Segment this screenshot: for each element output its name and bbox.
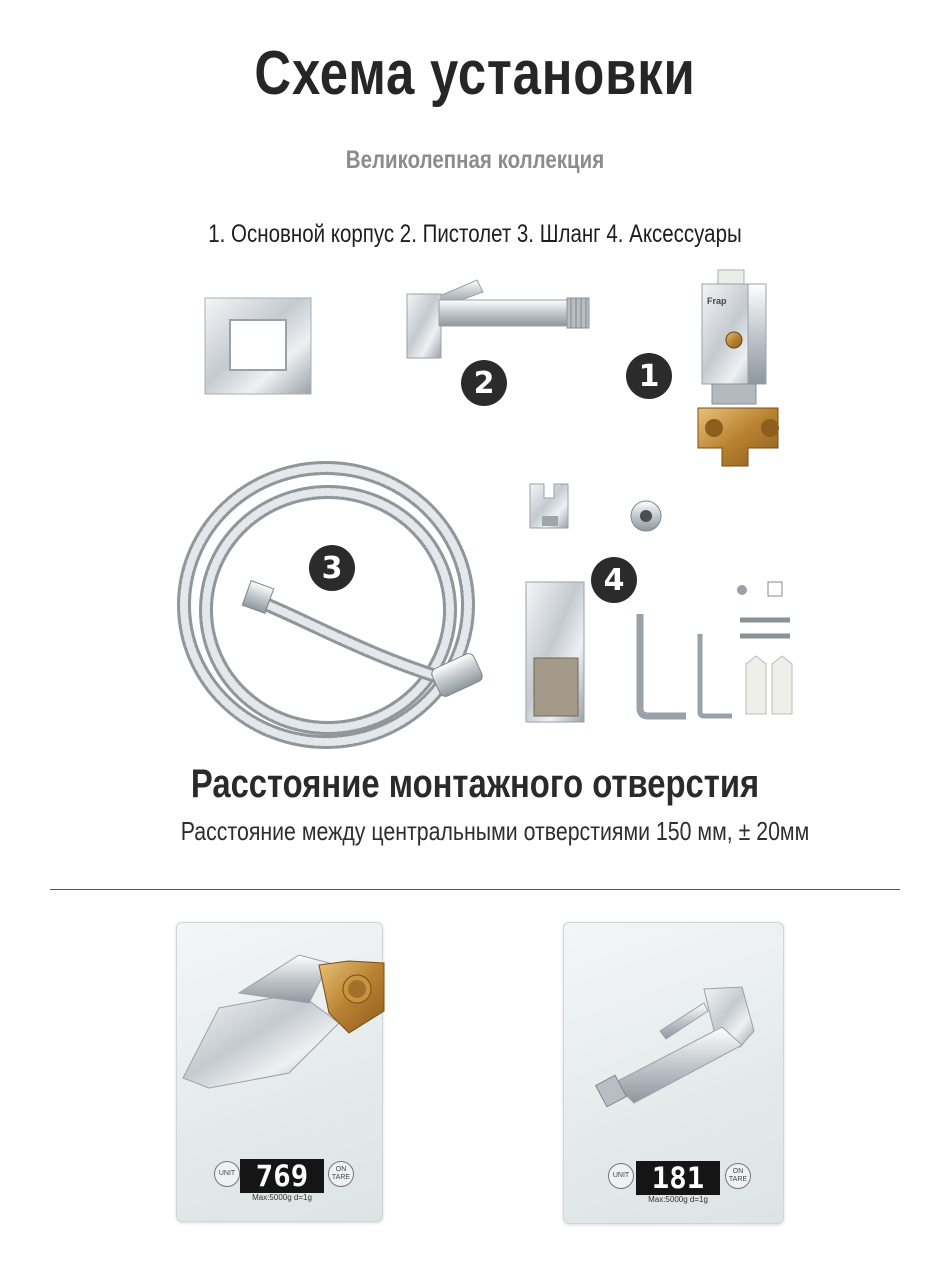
page-title: Схема установки <box>254 39 696 108</box>
valve-on-scale-image <box>179 953 379 1088</box>
kitchen-scale-2 <box>563 922 784 1224</box>
unit-button: UNIT <box>214 1161 240 1187</box>
on-tare-button: ON TARE <box>328 1161 354 1187</box>
on-tare-button: ON TARE <box>725 1163 751 1189</box>
badge-number-3: 3 <box>309 545 355 591</box>
badge-number-1: 1 <box>626 353 672 399</box>
badge-number-4: 4 <box>591 557 637 603</box>
scale-display: 181 <box>636 1161 720 1195</box>
page-subtitle: Великолепная коллекция <box>345 146 605 174</box>
badge-number-2: 2 <box>461 360 507 406</box>
sprayer-on-scale-image <box>594 985 774 1105</box>
parts-list: 1. Основной корпус 2. Пистолет 3. Шланг 4. Аксессуары <box>208 220 742 248</box>
scale-display: 769 <box>240 1159 324 1193</box>
scale-spec: Max:5000g d=1g <box>252 1193 312 1202</box>
divider <box>50 889 900 890</box>
mounting-description: Расстояние между центральными отверстиями 150 мм, ± 20мм <box>180 816 810 846</box>
sprayer-gun-image <box>405 276 595 366</box>
hose-image <box>176 460 486 750</box>
brand-mark: Frap <box>707 296 727 306</box>
kitchen-scale-1 <box>176 922 383 1222</box>
unit-button: UNIT <box>608 1163 634 1189</box>
mounting-heading: Расстояние монтажного отверстия <box>190 762 760 806</box>
scale-spec: Max:5000g d=1g <box>648 1195 708 1204</box>
accessories-image <box>520 478 800 728</box>
escutcheon-plate-image <box>203 296 313 396</box>
